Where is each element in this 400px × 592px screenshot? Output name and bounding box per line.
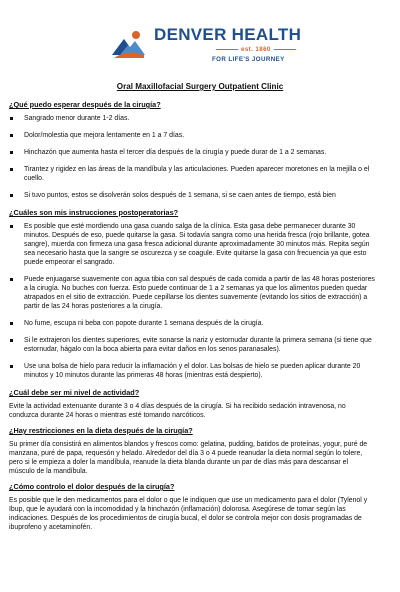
section-heading-instructions: ¿Cuáles son mis instrucciones postoperatorias? (9, 208, 179, 217)
diet-text: Su primer día consistirá en alimentos blandos y frescos como: gelatina, pudding, batidos de proteínas, yogur, puré de manzana, puré de papa, requesón y helado. Alrededor del día 3 o 4 puede reanudar la dieta normal según lo tolere, pero si le empieza a doler la mandíbula, reanude la dieta blanda durante un par de días más para descansar el músculo de la mandíbula. (9, 441, 368, 475)
section-heading-diet: ¿Hay restricciones en la dieta después de la cirugía? (9, 426, 193, 435)
pain-text: Es posible que le den medicamentos para el dolor o que le indiquen que use un medicamento para el dolor (Tylenol y Ibup, que le ayudará con la incomodidad y la hinchazón (inflamación) dolorosa. Asegúrese de tomar según las indicaciones. Después de los procedimientos de cirugía bucal, el dolor se controla mejor con dosis programadas de ibuprofeno y acetaminofén. (9, 497, 368, 531)
list-item: Use una bolsa de hielo para reducir la inflamación y el dolor. Las bolsas de hielo se pueden aplicar durante 20 minutos y 10 minutos durante las primeras 48 horas (mientras está despierto). (9, 362, 375, 380)
section-heading-activity: ¿Cuál debe ser mi nivel de actividad? (9, 388, 140, 397)
list-item: Sangrado menor durante 1-2 días. (9, 114, 375, 123)
instructions-list (9, 222, 375, 380)
document-body (9, 100, 375, 538)
list-item: Si le extrajeron los dientes superiores, evite sonarse la nariz y estornudar durante la primera semana (si tiene que estornudar, hágalo con la boca abierta para evitar daños en los senos paranasales). (9, 336, 375, 354)
list-item: Tirantez y rigidez en las áreas de la mandíbula y las articulaciones. Pueden aparecer moretones en la mejilla o el cuello. (9, 165, 375, 183)
expect-list (9, 114, 375, 200)
logo-name: DENVER HEALTH (154, 25, 302, 44)
list-item: No fume, escupa ni beba con popote durante 1 semana después de la cirugía. (9, 319, 375, 328)
logo-tagline: FOR LIFE'S JOURNEY (212, 56, 285, 63)
section-heading-expect: ¿Qué puedo esperar después de la cirugía? (9, 100, 161, 109)
document-title: Oral Maxillofacial Surgery Outpatient Clinic (116, 82, 284, 91)
list-item: Dolor/molestia que mejora lentamente en 1 a 7 días. (9, 131, 375, 140)
logo-mountain-icon (108, 25, 148, 65)
denver-health-logo (108, 25, 304, 69)
section-heading-pain: ¿Cómo controlo el dolor después de la cirugía? (9, 482, 175, 491)
logo-est: est. 1860 (213, 46, 299, 53)
activity-text: Evite la actividad extenuante durante 3 o 4 días después de la cirugía. Si ha recibido sedación intravenosa, no conduzca durante 24 horas o mientras esté tomando narcóticos. (9, 403, 346, 419)
list-item: Puede enjuagarse suavemente con agua tibia con sal después de cada comida a partir de las 48 horas posteriores a la cirugía. No buches con fuerza. Esto puede continuar de 1 a 2 semanas ya que los alimentos pueden quedar atrapados en el sitio de extracción. Puede cepillarse los dientes suavemente (evitando los sitios de extracción) a partir de las 24 horas posteriores a la cirugía. (9, 275, 375, 311)
list-item: Hinchazón que aumenta hasta el tercer día después de la cirugía y puede durar de 1 a 2 semanas. (9, 148, 375, 157)
list-item: Es posible que esté mordiendo una gasa cuando salga de la clínica. Esta gasa debe permanecer durante 30 minutos. Después de eso, puede quitarse la gasa. Si todavía sangra como una herida fresca (rojo brillante, gotea sangre), muerda con firmeza una gasa fresca adicional durante aproximadamente 30 minutos más. Repita según sea necesario hasta que la sangre se oscurezca y se coagule. Evite quitarse la gasa con frecuencia ya que esto puede empeorar el sangrado. (9, 222, 375, 267)
list-item: Si tuvo puntos, estos se disolverán solos después de 1 semana, si se caen antes de tiempo, está bien (9, 191, 375, 200)
